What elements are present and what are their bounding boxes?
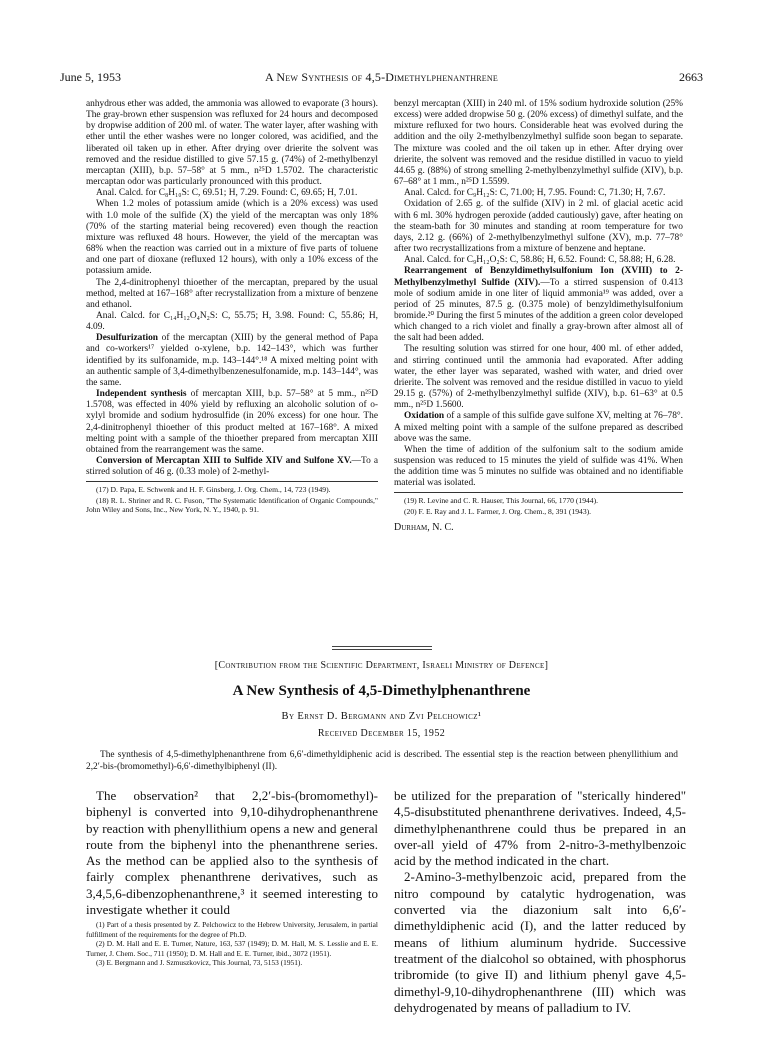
paragraph bbox=[394, 411, 683, 444]
footnotes bbox=[86, 920, 378, 967]
run-in-heading: Rearrangement of Benzyldimethylsulfonium Ion (XVIII) to 2-Methylbenzylmethyl Sulfide (XIV). bbox=[394, 266, 683, 288]
analysis-paragraph: Anal. Calcd. for C₈H₁₀S: C, 69.51; H, 7.29. Found: C, 69.65; H, 7.01. bbox=[96, 188, 358, 199]
run-in-heading: Oxidation bbox=[404, 411, 445, 422]
footnote: (17) D. Papa, E. Schwenk and H. F. Ginsberg, J. Org. Chem., 14, 723 (1949). bbox=[96, 485, 331, 495]
footnote: (2) D. M. Hall and E. E. Turner, Nature, 163, 537 (1949); D. M. Hall, M. S. Lesslie and E. E. Turner, J. Chem. Soc., 711 (1950); D. M. Hall and E. E. Turner, ibid., 3072 (1951). bbox=[86, 939, 378, 958]
paragraph-text: —To a stirred solution of 46 g. (0.33 mole) of 2-methyl- bbox=[86, 456, 378, 478]
bottom-right-column bbox=[394, 788, 686, 1016]
footnote: (3) E. Bergmann and J. Szmuszkovicz, This Journal, 73, 5153 (1951). bbox=[96, 958, 303, 967]
top-left-column bbox=[86, 99, 378, 515]
run-in-heading: Desulfurization bbox=[96, 333, 158, 344]
footnote-rule bbox=[86, 481, 378, 482]
article-separator bbox=[332, 646, 432, 647]
paragraph: anhydrous ether was added, the ammonia was allowed to evaporate (3 hours). The gray-brown ether suspension was refluxed for 24 hours and decomposed by dropwise addition of 200 ml. of water. The water layer, after washing with ether until the ether washes were no longer colored, was acidified, and the liberated oil taken up in ether. After drying over drierite the solvent was removed and the residue distilled to give 57.15 g. (74%) of 2-methylbenzyl mercaptan (XIII), b.p. 57–58° at 5 mm., n²⁵D 1.5702. The characteristic mercaptan odor was particularly pronounced with this product. bbox=[86, 99, 378, 188]
footnote: (18) R. L. Shriner and R. C. Fuson, "The Systematic Identification of Organic Compounds," John Wiley and Sons, Inc., New York, N. Y., 1940, p. 91. bbox=[86, 495, 378, 514]
top-right-column bbox=[394, 99, 683, 533]
paragraph-text: of mercaptan XIII, b.p. 57–58° at 5 mm., n²⁵D 1.5708, was effected in 40% yield by refluxing an alcoholic solution of o-xylyl bromide and sodium hydrosulfide (in 20% excess) for one hour. The 2,4-dinitrophenyl thioether of this product melted at 167–168°. A mixed melting point with a sample of the thioether prepared from mercaptan XIII obtained from the rearrangement was the same. bbox=[86, 389, 378, 455]
paragraph-text: of the mercaptan (XIII) by the general method of Papa and co-workers¹⁷ yielded o-xylene, b.p. 142–143°, which was further identified by its sulfonamide, m.p. 143–144°.¹⁸ A mixed melting point with an authentic sample of 3,4-dimethylbenzenesulfonamide, m.p. 143–144°, was the same. bbox=[86, 333, 378, 388]
paragraph: The resulting solution was stirred for one hour, 400 ml. of ether added, and stirring continued until the ammonia had evaporated. After adding water, the ether layer was separated, washed with water, and dried over drierite. The solvent was removed and the residue distilled in vacuo to yield 29.15 g. (57%) of 2-methylbenzylmethyl sulfide (XIV), b.p. 61–63° at 0.5 mm., n²⁵D 1.5600. bbox=[394, 344, 683, 411]
analysis-paragraph: Anal. Calcd. for C₉H₁₂S: C, 71.00; H, 7.95. Found: C, 71.30; H, 7.67. bbox=[404, 188, 666, 199]
received-date: Received December 15, 1952 bbox=[317, 728, 446, 739]
footnotes bbox=[86, 481, 378, 514]
paragraph bbox=[86, 333, 378, 389]
footnote: (1) Part of a thesis presented by Z. Pelchowicz to the Hebrew University, Jerusalem, in partial fulfillment of the requirements for the degree of Ph.D. bbox=[86, 920, 378, 939]
paragraph: Oxidation of 2.65 g. of the sulfide (XIV) in 2 ml. of glacial acetic acid with 6 ml. 30% hydrogen peroxide (added cautiously) gave, after heating on the steam-bath for 30 minutes and standing at room temperature for two days, 2.12 g. (66%) of 2-methylbenzylmethyl sulfone (XV), m.p. 77–78° after two recrystallizations from a mixture of benzene and heptane. bbox=[394, 199, 683, 255]
footnote: (20) F. E. Ray and J. L. Farmer, J. Org. Chem., 8, 391 (1943). bbox=[404, 506, 592, 516]
article-title: A New Synthesis of 4,5-Dimethylphenanthrene bbox=[232, 683, 531, 699]
paragraph bbox=[86, 456, 378, 478]
footnote: (19) R. Levine and C. R. Hauser, This Journal, 66, 1770 (1944). bbox=[404, 496, 599, 506]
analysis-paragraph: Anal. Calcd. for C₉H₁₂O₂S: C, 58.86; H, 6.52. Found: C, 58.88; H, 6.28. bbox=[404, 255, 676, 266]
place-of-origin: Durham, N. C. bbox=[394, 521, 454, 533]
header-running-title: A New Synthesis of 4,5-Dimethylphenanthrene bbox=[265, 70, 498, 84]
paragraph bbox=[86, 389, 378, 456]
article-authors: By Ernst D. Bergmann and Zvi Pelchowicz¹ bbox=[281, 711, 482, 722]
article-separator bbox=[332, 649, 432, 650]
paragraph: The observation² that 2,2′-bis-(bromomethyl)-biphenyl is converted into 9,10-dihydrophenanthrene by reaction with phenyllithium opens a new and general route from the biphenyl into the phenanthrene series. As the method can be applied also to the synthesis of fairly complex phenanthrene derivatives, such as 3,4,5,6-dibenzophenanthrene,³ it seemed interesting to investigate whether it could bbox=[86, 788, 378, 918]
analysis-paragraph: Anal. Calcd. for C₁₄H₁₂O₄N₂S: C, 55.75; H, 3.98. Found: C, 55.86; H, 4.09. bbox=[86, 310, 378, 333]
paragraph: When the time of addition of the sulfonium salt to the sodium amide suspension was reduced to 15 minutes the yield of sulfide was 41%. When the addition time was 5 minutes no sulfide was obtained and no identifiable material was isolated. bbox=[394, 444, 683, 489]
contribution-line: [Contribution from the Scientific Department, Israeli Ministry of Defence] bbox=[214, 660, 549, 671]
paragraph: When 1.2 moles of potassium amide (which is a 20% excess) was used with 1.0 mole of the sulfide (X) the yield of the mercaptan was only 18% (70% of the starting material being recovered) even though the reaction mixture was refluxed 48 hours. However, the yield of the mercaptan was 68% when the reaction was carried out in a mixture of five parts of toluene and one part of dioxane (refluxed 12 hours), with only a 10% excess of the potassium amide. bbox=[86, 199, 378, 277]
paragraph: 2-Amino-3-methylbenzoic acid, prepared from the nitro compound by catalytic hydrogenation, was converted via the diazonium salt into 6,6′-dimethyldiphenic acid (I), and the latter reduced by means of lithium aluminum hydride. Successive treatment of the dialcohol so obtained, with phosphorus tribromide (to give II) and lithium phenyl gave 4,5-dimethyl-9,10-dihydrophenanthrene (III) which was dehydrogenated by means of palladium to IV. bbox=[394, 869, 686, 1015]
paragraph-text: of a sample of this sulfide gave sulfone XV, melting at 76–78°. A mixed melting point with a sample of the sulfone prepared as described above was the same. bbox=[394, 411, 683, 444]
footnotes bbox=[394, 492, 683, 515]
paragraph bbox=[394, 266, 683, 344]
paragraph: benzyl mercaptan (XIII) in 240 ml. of 15% sodium hydroxide solution (25% excess) were added dropwise 50 g. (20% excess) of dimethyl sulfate, and the mixture refluxed for two hours. Considerable heat was evolved during the addition and the oily 2-methylbenzylmethyl sulfide soon began to separate. The mixture was cooled and the oil taken up in ether. After drying over drierite, the solvent was removed and the residue distilled in vacuo to yield 44.65 g. (88%) of strong smelling 2-methylbenzylmethyl sulfide (XIV), b.p. 67–68° at 1 mm., n²⁵D 1.5599. bbox=[394, 99, 683, 188]
header-date: June 5, 1953 bbox=[60, 70, 121, 84]
paragraph: The 2,4-dinitrophenyl thioether of the mercaptan, prepared by the usual method, melted at 167–168° after recrystallization from a mixture of benzene and ethanol. bbox=[86, 277, 378, 310]
run-in-heading: Conversion of Mercaptan XIII to Sulfide XIV and Sulfone XV. bbox=[96, 456, 352, 466]
run-in-heading: Independent synthesis bbox=[96, 389, 187, 400]
bottom-left-column bbox=[86, 788, 378, 967]
footnote-rule bbox=[394, 492, 683, 493]
paragraph-text: —To a stirred suspension of 0.413 mole of sodium amide in one liter of liquid ammonia¹⁹ was added, over a period of 25 minutes, 87.5 g. (0.375 mole) of benzyldimethylsulfonium bromide.²⁰ During the first 5 minutes of the addition a green color developed which changed to a rich violet and finally a gray-brown after almost all of the salt had been added. bbox=[394, 277, 683, 344]
header-page-number: 2663 bbox=[679, 70, 703, 84]
abstract: The synthesis of 4,5-dimethylphenanthrene from 6,6′-dimethyldiphenic acid is described. The essential step is the reaction between phenyllithium and 2,2′-bis-(bromomethyl)-6,6′-dimethylbiphenyl (II). bbox=[86, 750, 678, 772]
running-header bbox=[60, 70, 703, 86]
paragraph: be utilized for the preparation of "sterically hindered" 4,5-disubstituted phenanthrene derivatives. Indeed, 4,5-dimethylphenanthrene could thus be prepared in an over-all yield of 47% from 2-nitro-3-methylbenzoic acid by the method indicated in the chart. bbox=[394, 788, 686, 869]
